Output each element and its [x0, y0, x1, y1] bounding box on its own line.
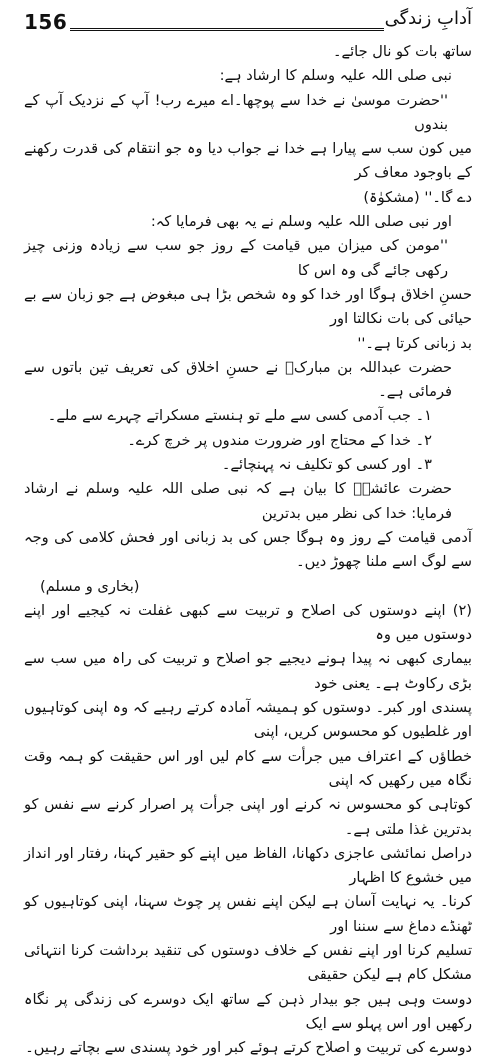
list-item: ۳۔ اور کسی کو تکلیف نہ پہنچائے۔	[221, 456, 432, 474]
text-line: آدمی قیامت کے روز وہ ہوگا جس کی بد زبانی اور فحش کلامی کی وجہ سے لوگ اسے ملنا چھوڑ دیں۔	[24, 528, 472, 571]
quote-line: دے گا۔'' (مشکوٰۃ)	[363, 188, 472, 206]
text-line: پسندی اور کبر۔ دوستوں کو ہمیشہ آمادہ کرتے رہیے کہ وہ اپنی کوتاہیوں اور غلطیوں کو محسوس کریں، اپنی	[24, 699, 472, 741]
text-line: دوست وہی ہیں جو بیدار ذہن کے ساتھ ایک دوسرے کی زندگی پر نگاہ رکھیں اور اس پہلو سے ایک	[24, 990, 472, 1032]
text-line: نبی صلی اللہ علیہ وسلم کا ارشاد ہے:	[219, 67, 452, 85]
page-header	[24, 6, 472, 40]
quote-line: حسنِ اخلاق ہوگا اور خدا کو وہ شخص بڑا ہی مبغوض ہے جو زبان سے بے حیائی کی بات نکالتا اور	[24, 285, 472, 328]
header-rule	[70, 28, 384, 31]
text-line: (۲) اپنے دوستوں کی اصلاح و تربیت سے کبھی غفلت نہ کیجیے اور اپنے دوستوں میں وہ	[24, 601, 472, 644]
page-body	[24, 40, 472, 1060]
running-title: آدابِ زندگی	[384, 8, 472, 29]
text-line: دراصل نمائشی عاجزی دکھانا، الفاظ میں اپنے کو حقیر کہنا، رفتار اور انداز میں خشوع کا اظہار	[24, 844, 472, 887]
list-item: ۱۔ جب آدمی کسی سے ملے تو ہنستے مسکراتے چہرے سے ملے۔	[47, 407, 432, 425]
text-line: دوسرے کی تربیت و اصلاح کرتے ہوئے کبر اور خود پسندی سے بچاتے رہیں۔	[25, 1039, 472, 1057]
quote-line: ''مومن کی میزان میں قیامت کے روز جو سب سے زیادہ وزنی چیز رکھی جائے گی وہ اس کا	[24, 237, 448, 279]
quote-line: ''حضرت موسیٰ نے خدا سے پوچھا۔اے میرے رب! آپ کے نزدیک آپ کے بندوں	[24, 91, 448, 133]
text-line: ساتھ بات کو نال جائے۔	[333, 43, 472, 60]
text-line: بیماری کبھی نہ پیدا ہونے دیجیے جو اصلاح و تربیت کی راہ میں سب سے بڑی رکاوٹ ہے۔ یعنی خود	[24, 650, 472, 692]
reference: (بخاری و مسلم)	[40, 577, 140, 595]
text-line: اور نبی صلی اللہ علیہ وسلم نے یہ بھی فرمایا کہ:	[150, 213, 452, 231]
text-line: کوتاہی کو محسوس نہ کرنے اور اپنی جرأت پر اصرار کرنے سے نفس کو بدترین غذا ملتی ہے۔	[24, 796, 472, 838]
page-number: 156	[24, 10, 68, 34]
text-line: خطاؤں کے اعتراف میں جرأت سے کام لیں اور اس حقیقت کو ہمہ وقت نگاہ میں رکھیں کہ اپنی	[24, 747, 472, 789]
text-line: کرنا۔ یہ نہایت آسان ہے لیکن اپنے نفس پر چوٹ سہنا، اپنی کوتاہیوں کو ٹھنڈے دماغ سے سننا اور	[24, 893, 472, 935]
text-line: تسلیم کرنا اور اپنے نفس کے خلاف دوستوں کی تنقید برداشت کرنا انتہائی مشکل کام ہے لیکن حقیقی	[24, 941, 472, 984]
quote-line: میں کون سب سے پیارا ہے خدا نے جواب دیا وہ جو انتقام کی قدرت رکھنے کے باوجود معاف کر	[24, 140, 472, 182]
list-item: ۲۔ خدا کے محتاج اور ضرورت مندوں پر خرچ کرے۔	[127, 431, 432, 449]
text-line: حضرت عائشہؓ کا بیان ہے کہ نبی صلی اللہ علیہ وسلم نے ارشاد فرمایا: خدا کی نظر میں بدترین	[24, 480, 452, 522]
text-line: حضرت عبداللہ بن مبارکؒ نے حسنِ اخلاق کی تعریف تین باتوں سے فرمائی ہے۔	[24, 358, 452, 401]
quote-line: بد زبانی کرتا ہے۔''	[357, 334, 472, 352]
